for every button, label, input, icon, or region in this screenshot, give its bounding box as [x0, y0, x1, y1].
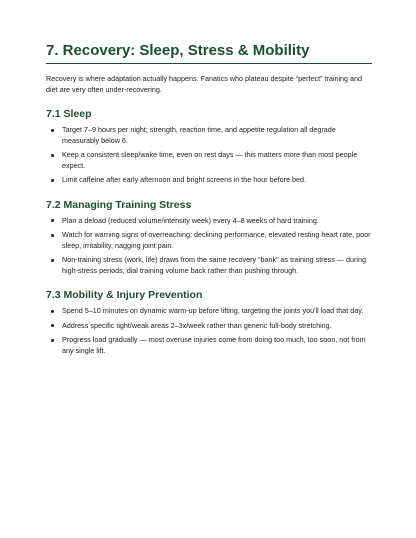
document-page [46, 42, 372, 360]
list-item [46, 306, 372, 317]
list-item [46, 216, 372, 227]
list-item-text: Address specific tight/weak areas 2–3x/week rather than generic full-body stretching. [62, 320, 332, 330]
bullet-icon [51, 129, 54, 132]
bullet-icon [51, 324, 54, 327]
list-item-text: Watch for warning signs of overreaching: declining performance, elevated resting heart rate, poor sleep, irritability, nagging joint pain. [62, 230, 371, 250]
list-item [46, 150, 372, 171]
bullet-icon [51, 154, 54, 157]
section-heading: 7.3 Mobility & Injury Prevention [46, 289, 203, 301]
intro-paragraph: Recovery is where adaptation actually happens. Fanatics who plateau despite “perfect” training and diet are very often under-recovering. [46, 74, 363, 94]
list-item [46, 321, 372, 332]
section-heading: 7.2 Managing Training Stress [46, 198, 192, 211]
section-sleep [46, 108, 372, 186]
list-item-text: Non-training stress (work, life) draws from the same recovery “bank” as training stress — during high-stress periods, dial training volume back rather than pushing through. [62, 255, 366, 275]
section-managing-training-stress [46, 199, 372, 277]
list-item [46, 230, 372, 251]
list-item-text: Plan a deload (reduced volume/intensity week) every 4–8 weeks of hard training. [62, 215, 319, 225]
bullet-icon [51, 259, 54, 262]
section-heading: 7.1 Sleep [46, 108, 92, 120]
list-item-text: Progress load gradually — most overuse injuries come from doing too much, too soon, not from any single lift. [62, 335, 366, 355]
page-title: 7. Recovery: Sleep, Stress & Mobility [46, 42, 372, 64]
list-item-text: Target 7–9 hours per night; strength, reaction time, and appetite regulation all degrade measurably below 6. [62, 125, 336, 145]
bullet-icon [51, 219, 54, 222]
bullet-list [46, 125, 372, 186]
bullet-icon [51, 234, 54, 237]
list-item [46, 255, 372, 276]
list-item-text: Limit caffeine after early afternoon and bright screens in the hour before bed. [62, 175, 306, 184]
bullet-list [46, 306, 372, 356]
bullet-icon [51, 339, 54, 342]
list-item [46, 335, 372, 356]
bullet-list [46, 216, 372, 277]
list-item [46, 125, 372, 146]
bullet-icon [51, 310, 54, 313]
list-item-text: Keep a consistent sleep/wake time, even on rest days — this matters more than most people expect. [62, 150, 358, 170]
list-item-text: Spend 5–10 minutes on dynamic warm-up before lifting, targeting the joints you'll load that day. [62, 306, 364, 315]
section-mobility-injury-prevention [46, 289, 372, 356]
bullet-icon [51, 179, 54, 182]
list-item [46, 175, 372, 186]
